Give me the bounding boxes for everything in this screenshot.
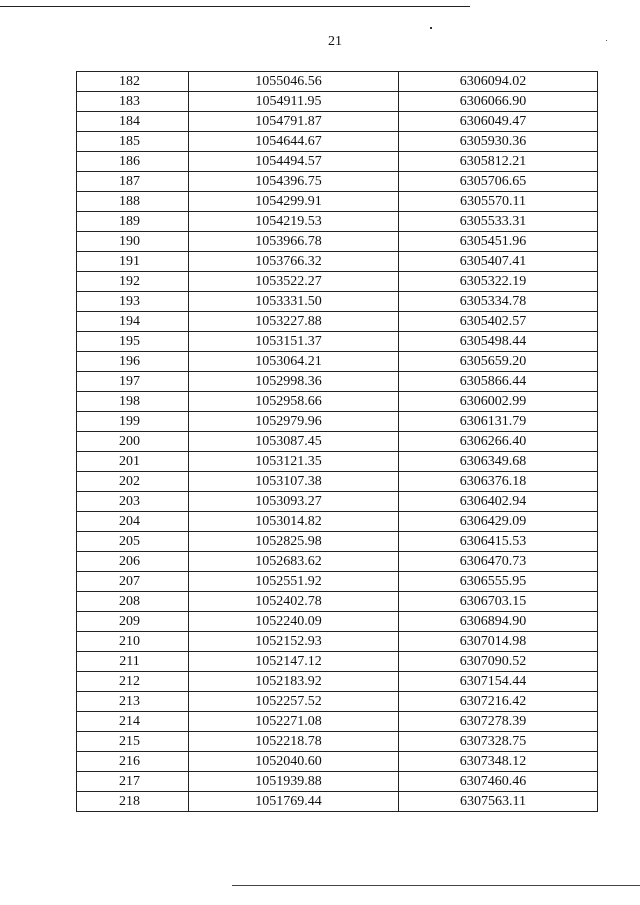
y-coordinate-cell: 6306894.90	[399, 612, 598, 632]
x-coordinate-cell: 1052183.92	[189, 672, 399, 692]
y-coordinate-cell: 6305930.36	[399, 132, 598, 152]
table-row	[77, 212, 598, 232]
x-coordinate-cell: 1052218.78	[189, 732, 399, 752]
table-row	[77, 632, 598, 652]
y-coordinate-cell: 6307216.42	[399, 692, 598, 712]
x-coordinate-cell: 1053966.78	[189, 232, 399, 252]
y-coordinate-cell: 6306429.09	[399, 512, 598, 532]
x-coordinate-cell: 1055046.56	[189, 72, 399, 92]
top-scan-rule	[0, 6, 470, 7]
x-coordinate-cell: 1052271.08	[189, 712, 399, 732]
x-coordinate-cell: 1054396.75	[189, 172, 399, 192]
bottom-scan-rule	[232, 885, 640, 886]
table-row	[77, 332, 598, 352]
x-coordinate-cell: 1052825.98	[189, 532, 399, 552]
x-coordinate-cell: 1053227.88	[189, 312, 399, 332]
point-number-cell: 202	[77, 472, 189, 492]
table-row	[77, 272, 598, 292]
x-coordinate-cell: 1053107.38	[189, 472, 399, 492]
y-coordinate-cell: 6305570.11	[399, 192, 598, 212]
y-coordinate-cell: 6307460.46	[399, 772, 598, 792]
table-row	[77, 512, 598, 532]
point-number-cell: 184	[77, 112, 189, 132]
table-row	[77, 712, 598, 732]
table-row	[77, 792, 598, 812]
point-number-cell: 186	[77, 152, 189, 172]
table-row	[77, 72, 598, 92]
table-row	[77, 552, 598, 572]
table-row	[77, 752, 598, 772]
x-coordinate-cell: 1054299.91	[189, 192, 399, 212]
y-coordinate-cell: 6306402.94	[399, 492, 598, 512]
y-coordinate-cell: 6307328.75	[399, 732, 598, 752]
table-row	[77, 492, 598, 512]
point-number-cell: 216	[77, 752, 189, 772]
point-number-cell: 191	[77, 252, 189, 272]
table-row	[77, 432, 598, 452]
point-number-cell: 189	[77, 212, 189, 232]
x-coordinate-cell: 1053331.50	[189, 292, 399, 312]
x-coordinate-cell: 1052257.52	[189, 692, 399, 712]
y-coordinate-cell: 6305706.65	[399, 172, 598, 192]
coordinates-table	[76, 71, 598, 812]
point-number-cell: 200	[77, 432, 189, 452]
y-coordinate-cell: 6305866.44	[399, 372, 598, 392]
y-coordinate-cell: 6305402.57	[399, 312, 598, 332]
point-number-cell: 201	[77, 452, 189, 472]
y-coordinate-cell: 6305451.96	[399, 232, 598, 252]
y-coordinate-cell: 6306376.18	[399, 472, 598, 492]
table-row	[77, 472, 598, 492]
y-coordinate-cell: 6306555.95	[399, 572, 598, 592]
point-number-cell: 209	[77, 612, 189, 632]
y-coordinate-cell: 6305498.44	[399, 332, 598, 352]
y-coordinate-cell: 6307154.44	[399, 672, 598, 692]
point-number-cell: 199	[77, 412, 189, 432]
table-row	[77, 692, 598, 712]
table-row	[77, 652, 598, 672]
point-number-cell: 217	[77, 772, 189, 792]
x-coordinate-cell: 1054219.53	[189, 212, 399, 232]
x-coordinate-cell: 1052240.09	[189, 612, 399, 632]
x-coordinate-cell: 1052402.78	[189, 592, 399, 612]
table-row	[77, 772, 598, 792]
point-number-cell: 212	[77, 672, 189, 692]
point-number-cell: 213	[77, 692, 189, 712]
table-row	[77, 532, 598, 552]
x-coordinate-cell: 1052958.66	[189, 392, 399, 412]
y-coordinate-cell: 6306131.79	[399, 412, 598, 432]
point-number-cell: 195	[77, 332, 189, 352]
point-number-cell: 214	[77, 712, 189, 732]
point-number-cell: 207	[77, 572, 189, 592]
scan-speck	[430, 27, 432, 29]
point-number-cell: 198	[77, 392, 189, 412]
x-coordinate-cell: 1054791.87	[189, 112, 399, 132]
x-coordinate-cell: 1053064.21	[189, 352, 399, 372]
y-coordinate-cell: 6306415.53	[399, 532, 598, 552]
x-coordinate-cell: 1053522.27	[189, 272, 399, 292]
y-coordinate-cell: 6306002.99	[399, 392, 598, 412]
y-coordinate-cell: 6305812.21	[399, 152, 598, 172]
table-row	[77, 392, 598, 412]
table-row	[77, 352, 598, 372]
x-coordinate-cell: 1053087.45	[189, 432, 399, 452]
point-number-cell: 192	[77, 272, 189, 292]
x-coordinate-cell: 1052998.36	[189, 372, 399, 392]
y-coordinate-cell: 6306349.68	[399, 452, 598, 472]
y-coordinate-cell: 6305659.20	[399, 352, 598, 372]
x-coordinate-cell: 1053151.37	[189, 332, 399, 352]
x-coordinate-cell: 1053014.82	[189, 512, 399, 532]
y-coordinate-cell: 6306266.40	[399, 432, 598, 452]
y-coordinate-cell: 6307090.52	[399, 652, 598, 672]
y-coordinate-cell: 6305407.41	[399, 252, 598, 272]
table-row	[77, 452, 598, 472]
y-coordinate-cell: 6306470.73	[399, 552, 598, 572]
x-coordinate-cell: 1051769.44	[189, 792, 399, 812]
x-coordinate-cell: 1054494.57	[189, 152, 399, 172]
table-row	[77, 732, 598, 752]
point-number-cell: 211	[77, 652, 189, 672]
y-coordinate-cell: 6307563.11	[399, 792, 598, 812]
x-coordinate-cell: 1051939.88	[189, 772, 399, 792]
y-coordinate-cell: 6307278.39	[399, 712, 598, 732]
y-coordinate-cell: 6306094.02	[399, 72, 598, 92]
point-number-cell: 218	[77, 792, 189, 812]
point-number-cell: 204	[77, 512, 189, 532]
y-coordinate-cell: 6307014.98	[399, 632, 598, 652]
coordinates-table-body	[77, 72, 598, 812]
table-row	[77, 252, 598, 272]
point-number-cell: 210	[77, 632, 189, 652]
point-number-cell: 206	[77, 552, 189, 572]
point-number-cell: 208	[77, 592, 189, 612]
x-coordinate-cell: 1052152.93	[189, 632, 399, 652]
point-number-cell: 205	[77, 532, 189, 552]
y-coordinate-cell: 6306066.90	[399, 92, 598, 112]
x-coordinate-cell: 1052040.60	[189, 752, 399, 772]
point-number-cell: 187	[77, 172, 189, 192]
x-coordinate-cell: 1052683.62	[189, 552, 399, 572]
table-row	[77, 412, 598, 432]
y-coordinate-cell: 6306703.15	[399, 592, 598, 612]
table-row	[77, 132, 598, 152]
point-number-cell: 182	[77, 72, 189, 92]
x-coordinate-cell: 1053121.35	[189, 452, 399, 472]
table-row	[77, 172, 598, 192]
point-number-cell: 188	[77, 192, 189, 212]
x-coordinate-cell: 1054911.95	[189, 92, 399, 112]
y-coordinate-cell: 6305322.19	[399, 272, 598, 292]
x-coordinate-cell: 1053093.27	[189, 492, 399, 512]
table-row	[77, 112, 598, 132]
table-row	[77, 152, 598, 172]
table-row	[77, 92, 598, 112]
table-row	[77, 292, 598, 312]
table-row	[77, 572, 598, 592]
point-number-cell: 193	[77, 292, 189, 312]
x-coordinate-cell: 1052979.96	[189, 412, 399, 432]
table-row	[77, 312, 598, 332]
page-number: 21	[328, 34, 342, 49]
x-coordinate-cell: 1052551.92	[189, 572, 399, 592]
x-coordinate-cell: 1054644.67	[189, 132, 399, 152]
point-number-cell: 203	[77, 492, 189, 512]
table-row	[77, 232, 598, 252]
x-coordinate-cell: 1052147.12	[189, 652, 399, 672]
point-number-cell: 215	[77, 732, 189, 752]
y-coordinate-cell: 6306049.47	[399, 112, 598, 132]
y-coordinate-cell: 6305334.78	[399, 292, 598, 312]
table-row	[77, 372, 598, 392]
point-number-cell: 183	[77, 92, 189, 112]
x-coordinate-cell: 1053766.32	[189, 252, 399, 272]
point-number-cell: 185	[77, 132, 189, 152]
table-row	[77, 612, 598, 632]
point-number-cell: 197	[77, 372, 189, 392]
point-number-cell: 194	[77, 312, 189, 332]
table-row	[77, 592, 598, 612]
y-coordinate-cell: 6305533.31	[399, 212, 598, 232]
point-number-cell: 190	[77, 232, 189, 252]
table-row	[77, 672, 598, 692]
point-number-cell: 196	[77, 352, 189, 372]
y-coordinate-cell: 6307348.12	[399, 752, 598, 772]
table-row	[77, 192, 598, 212]
